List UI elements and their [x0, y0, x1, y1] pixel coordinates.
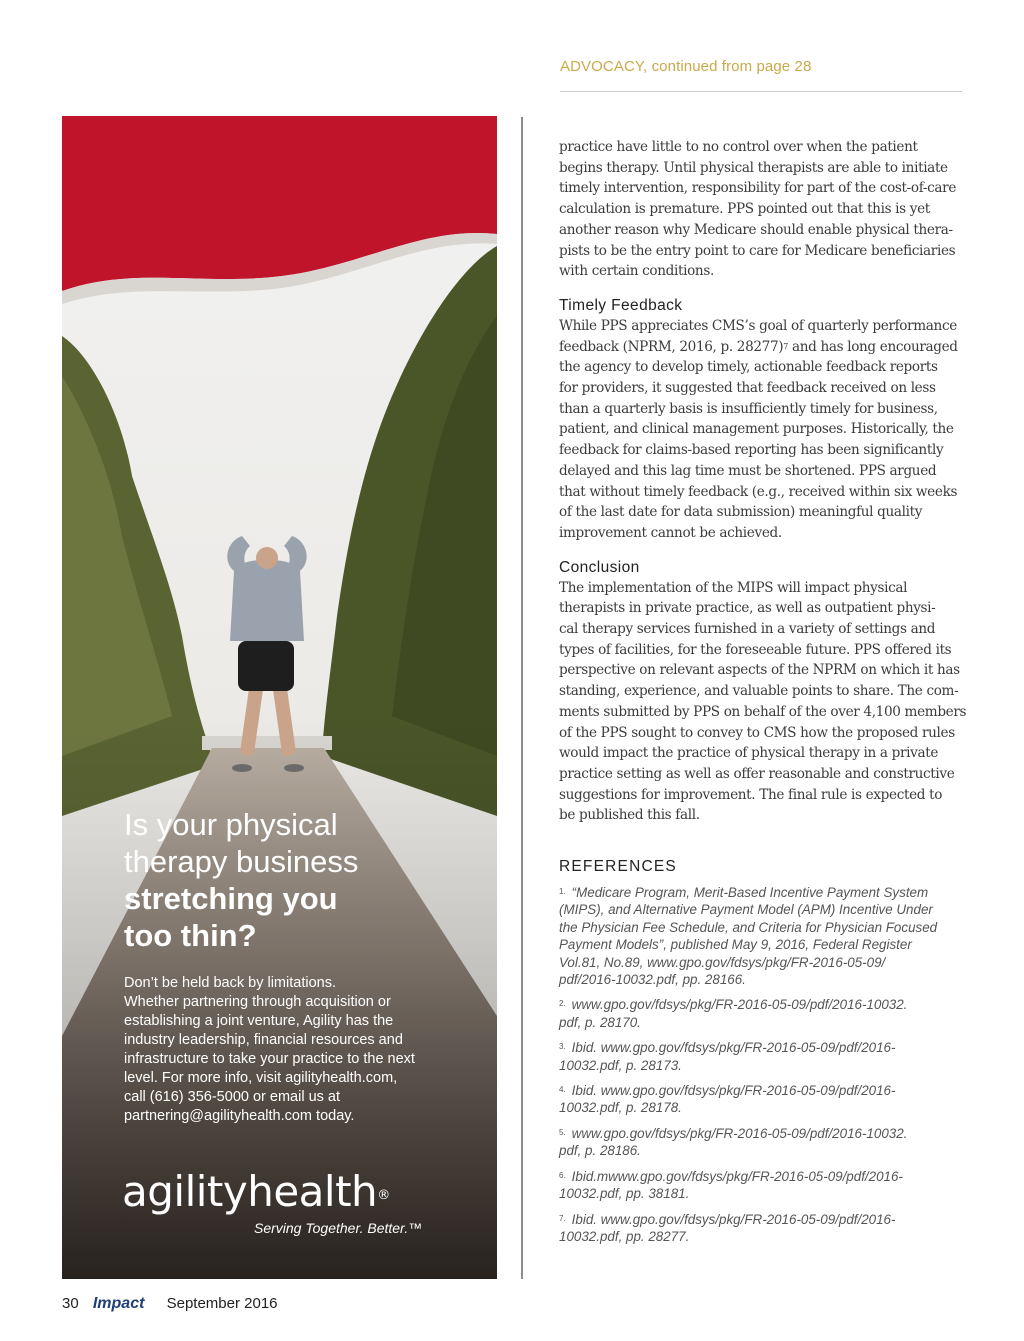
ad-body-line: infrastructure to take your practice to the next — [124, 1051, 415, 1067]
reference-number: 3. — [559, 1042, 566, 1052]
references-list — [559, 884, 964, 1253]
logo-wordmark: agilityhealth® — [122, 1167, 390, 1216]
continued-from-label: ADVOCACY, continued from page 28 — [560, 58, 812, 75]
text-line: that without timely feedback (e.g., received within six weeks — [559, 483, 958, 500]
ad-body-line: establishing a joint venture, Agility has the — [124, 1013, 394, 1029]
text-line: cal therapy services furnished in a variety of settings and — [559, 621, 936, 638]
text-line: patient, and clinical management purposes. Historically, the — [559, 421, 954, 438]
text-line: be published this fall. — [559, 807, 700, 824]
text-line: would impact the practice of physical therapy in a private — [559, 745, 939, 762]
ad-body-line: industry leadership, financial resources and — [124, 1032, 403, 1048]
issue-date: September 2016 — [166, 1295, 278, 1312]
text-line: improvement cannot be achieved. — [559, 524, 782, 541]
reference-item: $^{2.}$ www.gpo.gov/fdsys/pkg/FR-2016-05-09/pdf/2016-10032. pdf, p. 28170. — [559, 997, 908, 1030]
text-line: begins therapy. Until physical therapists are able to initiate — [559, 159, 948, 176]
text-line: While PPS appreciates CMS’s goal of quarterly performance — [559, 317, 957, 334]
ad-body-line: partnering@agilityhealth.com today. — [124, 1108, 355, 1124]
text-line: delayed and this lag time must be shortened. PPS argued — [559, 462, 937, 479]
ad-body-line: level. For more info, visit agilityhealth.com, — [124, 1070, 398, 1086]
ad-body-copy — [124, 974, 454, 1126]
ad-body-line: call (616) 356-5000 or email us at — [124, 1089, 341, 1105]
text-line: standing, experience, and valuable points to share. The com- — [559, 683, 959, 700]
text-line: for providers, it suggested that feedback received on less — [559, 380, 936, 397]
timely-feedback-paragraph — [559, 316, 964, 544]
logo-tagline: Serving Together. Better.™ — [254, 1220, 423, 1236]
conclusion-paragraph — [559, 578, 967, 826]
article-body — [559, 137, 967, 826]
agility-health-advertisement — [62, 116, 497, 1279]
intro-paragraph — [559, 137, 964, 282]
text-line: feedback for claims-based reporting has been significantly — [559, 442, 944, 459]
ad-body-line: Whether partnering through acquisition or — [124, 994, 391, 1010]
ad-body-line: Don’t be held back by limitations. — [124, 975, 336, 991]
reference-item: $^{3.}$ Ibid. www.gpo.gov/fdsys/pkg/FR-2016-05-09/pdf/2016- 10032.pdf, p. 28173. — [559, 1040, 896, 1073]
reference-item: $^{1.}$ “Medicare Program, Merit-Based Incentive Payment System (MIPS), and Alternative Payment Model (APM) Incentive Under the Physician Fee Schedule, and Criteria for Physician Focused Payment Models”, published May 9, 2016, Federal Register Vol.81, No.89, www.gpo.gov/fdsys/pkg/FR-2016-05-09/ pdf/2016-10032.pdf, pp. 28166. — [559, 885, 938, 988]
ad-headline-emphasis: stretching you — [124, 881, 338, 916]
header-divider — [560, 91, 962, 92]
magazine-name: Impact — [92, 1295, 145, 1312]
text-line: practice setting as well as offer reasonable and constructive — [559, 765, 955, 782]
reference-number: 2. — [559, 999, 566, 1009]
ad-headline — [124, 806, 484, 954]
text-line: practice have little to no control over when the patient — [559, 139, 918, 155]
agility-health-logo — [122, 1167, 423, 1236]
text-line: with certain conditions. — [559, 263, 714, 280]
text-line: The implementation of the MIPS will impact physical — [559, 579, 908, 596]
text-line: perspective on relevant aspects of the NPRM on which it has — [559, 662, 960, 679]
reference-number: 5. — [559, 1127, 566, 1137]
text-line: timely intervention, responsibility for part of the cost-of-care — [559, 180, 957, 197]
ad-headline-line: Is your physical — [124, 807, 338, 842]
reference-number: 1. — [559, 887, 566, 896]
text-line: calculation is premature. PPS pointed out that this is yet — [559, 201, 930, 218]
reference-item: $^{5.}$ www.gpo.gov/fdsys/pkg/FR-2016-05-09/pdf/2016-10032. pdf, p. 28186. — [559, 1125, 908, 1159]
text-line: types of facilities, for the foreseeable future. PPS offered its — [559, 641, 952, 658]
text-line: pists to be the entry point to care for Medicare beneficiaries — [559, 242, 956, 259]
text-line: than a quarterly basis is insufficiently timely for business, — [559, 400, 938, 417]
reference-item: $^{7.}$ Ibid. www.gpo.gov/fdsys/pkg/FR-2016-05-09/pdf/2016- 10032.pdf, pp. 28277. — [559, 1211, 896, 1244]
ad-headline-emphasis: too thin? — [124, 918, 257, 953]
reference-number: 4. — [559, 1085, 566, 1095]
section-heading-conclusion: Conclusion — [559, 558, 640, 576]
text-line: of the last date for data submission) meaningful quality — [559, 504, 923, 521]
reference-item: $^{6.}$ Ibid.mwww.gpo.gov/fdsys/pkg/FR-2016-05-09/pdf/2016- 10032.pdf, pp. 38181. — [559, 1168, 903, 1202]
ad-headline-line: therapy business — [124, 844, 359, 879]
page-footer — [62, 1295, 278, 1313]
text-line: the agency to develop timely, actionable feedback reports — [559, 359, 938, 376]
reference-item: $^{4.}$ Ibid. www.gpo.gov/fdsys/pkg/FR-2016-05-09/pdf/2016- 10032.pdf, p. 28178. — [559, 1083, 896, 1116]
reference-number: 6. — [559, 1170, 566, 1180]
text-line: therapists in private practice, as well as outpatient physi- — [559, 600, 936, 617]
text-line: another reason why Medicare should enable physical thera- — [559, 221, 953, 238]
text-line: of the PPS sought to convey to CMS how the proposed rules — [559, 724, 955, 741]
text-line: suggestions for improvement. The final rule is expected to — [559, 786, 943, 803]
reference-number: 7. — [559, 1213, 566, 1223]
text-line: ments submitted by PPS on behalf of the over 4,100 members — [559, 703, 967, 720]
footnote-marker: 7 — [783, 341, 788, 351]
page-number: 30 — [62, 1295, 79, 1312]
text-line: feedback (NPRM, 2016, p. 28277)$^7$ and has long encouraged — [559, 338, 958, 355]
section-heading-timely-feedback: Timely Feedback — [559, 296, 683, 314]
column-divider — [521, 117, 523, 1279]
references-heading: REFERENCES — [559, 858, 677, 875]
